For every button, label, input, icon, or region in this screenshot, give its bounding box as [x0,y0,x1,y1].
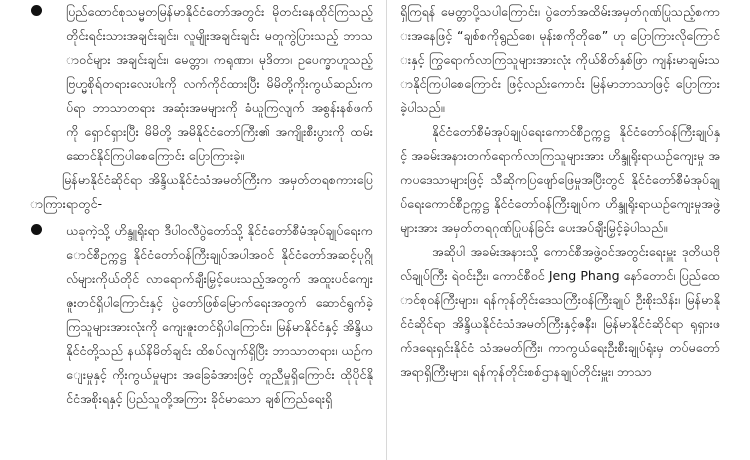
bullet-text-diwali-thanks: ယခုကဲ့သို့ ဟိန္ဒူရိုးရာ ဒီပါဝလီပွဲတော်သို့ နိုင်ငံတော်စီမံအုပ်ချုပ်ရေးကောင်စီဥက္ကဋ္ဌ နိုင်ငံတော်ဝန်ကြီးချုပ်အပါအဝင် နိုင်ငံတော်အဆင့်ပုဂ္ဂိုလ်များကိုယ်တိုင် လာရောက်ချီးမြှင့်ပေးသည့်အတွက် အထူးပင်ကျေးဇူးတင်ရှိပါကြောင်းနှင့် ပွဲတော်ဖြစ်မြောက်ရေးအတွက် ဆောင်ရွက်ခဲ့ကြသူများအားလုံးကို ကျေးဇူးတင်ရှိပါကြောင်း၊ မြန်မာနိုင်ငံနှင့် အိန္ဒိယနိုင်ငံတို့သည် နယ်နိမိတ်ချင်း ထိစပ်လျက်ရှိပြီး ဘာသာတရား၊ ယဉ်ကျေးမှုနှင့် ကိုးကွယ်မှုများ အခြေခံအားဖြင့် တူညီမှုရှိကြောင်း ထိုပိုင်နိုင်ငံအစိုးရနှင့် ပြည်သူတို့အကြား ခိုင်မာသော ချစ်ကြည်ရေးရှိ [66,223,373,406]
left-column [30,0,373,460]
bullet-point-icon [31,5,42,16]
bullet-item-diwali-thanks [30,219,373,411]
bullet-item-unity [30,0,373,168]
paragraph-attendees: အဆိုပါ အခမ်းအနားသို့ ကောင်စီအဖွဲ့ဝင်အတွင်းရေးမှူး ဒုတိယဗိုလ်ချုပ်ကြီး ရဲဝင်းဦး၊ ကောင်စီဝင် Jeng Phang နော်တောင်၊ ပြည်ထောင်စုဝန်ကြီးများ၊ ရန်ကုန်တိုင်းဒေသကြီးဝန်ကြီးချုပ် ဦးစိုးသိန်း၊ မြန်မာနိုင်ငံဆိုင်ရာ အိန္ဒိယနိုင်ငံသံအမတ်ကြီးနှင့်ဇနီး၊ မြန်မာနိုင်ငံဆိုင်ရာ ရုရှားဖက်ဒရေးရှင်းနိုင်ငံ သံအမတ်ကြီး၊ ကာကွယ်ရေးဦးစီးချုပ်ရုံးမှ တပ်မတော်အရာရှိကြီးများ၊ ရန်ကုန်တိုင်းစစ်ဌာနချုပ်တိုင်းမှူး၊ ဘာသာ [400,244,720,379]
paragraph-ambassador-intro: မြန်မာနိုင်ငံဆိုင်ရာ အိန္ဒိယနိုင်ငံသံအမတ်ကြီးက အမှတ်တရစကားပြောကြားရာတွင်- [30,172,373,211]
bullet-point-icon [31,224,42,235]
right-column [400,0,720,460]
bullet-text-unity: ပြည်ထောင်စုသမ္မတမြန်မာနိုင်ငံတော်အတွင်း မိုတင်းနေထိုင်ကြသည့် တိုင်းရင်းသားအချင်းချင်း၊ လူမျိုးအချင်းချင်း မတူကွဲပြားသည့် ဘာသာဝင်များ အချင်းချင်း၊ မေတ္တာ၊ ကရုဏာ၊ မုဒိတာ၊ ဥပေက္ခာဟူသည့် ဗြဟ္မစိုရ်တရားလေးပါးကို လက်ကိုင်ထားပြီး မိမိတို့ကိုးကွယ်ဆည်းကပ်ရာ ဘာသာတရား အဆုံးအမများကို ခံယူကြလျက် အစွန်းနစ်ဖက်ကို ရှောင်ရှားပြီး မိမိတို့ အမိနိုင်ငံတော်ကြီး၏ အကျိုးစီးပွားကို ထမ်းဆောင်နိုင်ကြပါစေကြောင်း ပြောကြားခဲ့။ [66,4,373,163]
paragraph-cultural-performance: နိုင်ငံတော်စီမံအုပ်ချုပ်ရေးကောင်စီဥက္ကဋ္ဌ နိုင်ငံတော်ဝန်ကြီးချုပ်နှင့် အခမ်းအနားတက်ရောက်လာကြသူများအား ဟိန္ဒူရိုးရာယဉ်ကျေးမှု အကပဒေသာများဖြင့် သီဆိုကပြဖျော်ဖြေမှုအပြီးတွင် နိုင်ငံတော်စီမံအုပ်ချုပ်ရေးကောင်စီဥက္ကဋ္ဌ နိုင်ငံတော်ဝန်ကြီးချုပ်က ဟိန္ဒူရိုးရာယဉ်ကျေးမှုအဖွဲ့များအား အမှတ်တရဂုဏ်ပြုပန်ခြင်း ပေးအပ်ချီးမြှင့်ခဲ့ပါသည်။ [400,124,720,235]
column-divider [386,0,387,460]
paragraph-continuation: ရှိကြရန် မေတ္တာပို့သပါကြောင်း၊ ပွဲတော်အထိမ်းအမှတ်ဂုဏ်ပြုသည့်စကားအနေဖြင့် “ချစ်စကိုရွည်စေ၊ မုန်းစကိုတိုစေ” ဟု ပြောကြားလိုကြောင်းနှင့် ကြွရောက်လာကြသူများအားလုံး ကိုယ်စိတ်နှစ်ဖြာ ကျန်းမာချမ်းသာနိုင်ကြပါစေကြောင်း ဖြင့်လည်းကောင်း မြန်မာဘာသာဖြင့် ပြောကြားခဲ့ပါသည်။ [400,4,720,115]
